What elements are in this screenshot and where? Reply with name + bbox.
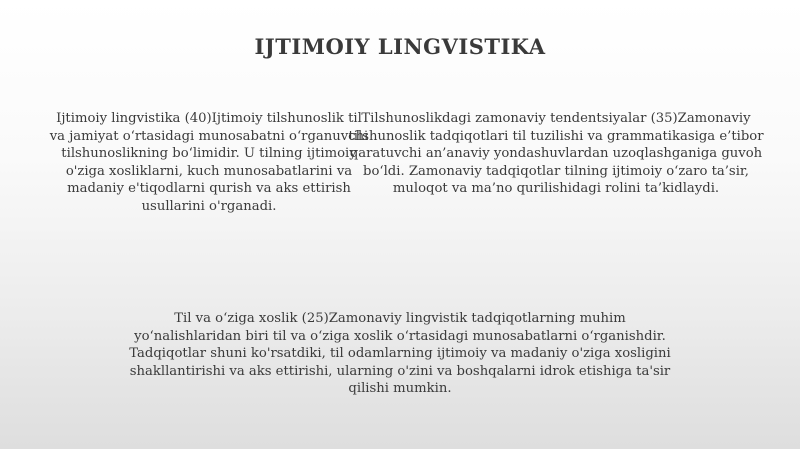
text-block-language-identity: Til va o‘ziga xoslik (25)Zamonaviy lingvistik tadqiqotlarning muhim yo‘nalishlaridan biri til va o‘ziga xoslik o‘rtasidagi munosabatlarni o‘rganishdir. Tadqiqotlar shuni ko'rsatdiki, til odamlarning ijtimoiy va madaniy o'ziga xosligini shakllantirishi va aks ettirishi, ularning o'zini va boshqalarni idrok etishiga ta'sir qilishi mumkin. <box>129 311 671 396</box>
slide-title: IJTIMOIY LINGVISTIKA <box>254 34 546 59</box>
text-block-modern-trends: Tilshunoslikdagi zamonaviy tendentsiyalar (35)Zamonaviy tilshunoslik tadqiqotlari til tuzilishi va grammatikasiga e’tibor qaratuvchi an’anaviy yondashuvlardan uzoqlashganiga guvoh bo‘ldi. Zamonaviy tadqiqotlar tilning ijtimoiy o‘zaro ta’sir, muloqot va ma’no qurilishidagi rolini ta’kidlaydi. <box>348 111 764 196</box>
text-block-social-linguistics: Ijtimoiy lingvistika (40)Ijtimoiy tilshunoslik til va jamiyat o‘rtasidagi munosabatni o‘rganuvchi tilshunoslikning bo‘limidir. U tilning ijtimoiy o'ziga xosliklarni, kuch munosabatlarini va madaniy e'tiqodlarni qurish va aks ettirish usullarini o'rganadi. <box>49 111 369 214</box>
